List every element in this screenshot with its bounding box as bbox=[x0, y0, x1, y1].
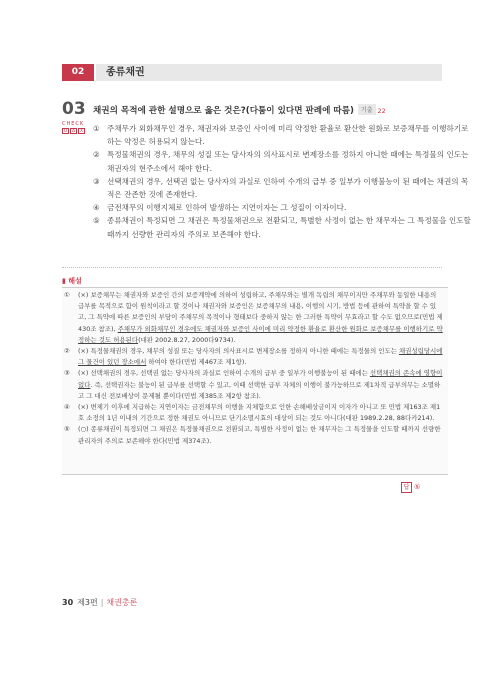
page-number: 30 bbox=[62, 598, 74, 607]
exam-tag: 기출 bbox=[358, 104, 376, 115]
explanation-label: ▮ 해설 bbox=[62, 277, 82, 285]
explanation-text: (×) 보증채무는 채권자와 보증인 간의 보증계약에 의하여 성립하고, 주채무와는 별개 독립의 채무이지만 주채무와 동일한 내용의 급부를 목적으로 함이 원칙이라고 할 것이나 채권자와 보증인은 보증채무의 내용, 이행의 시기, 방법 등에 관하여 특약을 할 수 있고, 그 특약에 따른 보증인의 부담이 주채무의 목적이나 형태보다 중하지 않는 한 그러한 특약이 무효라고 할 수도 없으므로(민법 제430조 참조), bbox=[78, 291, 443, 333]
option-text: 금전채무의 이행지체로 인하여 발생하는 지연이자는 그 성질이 이자이다. bbox=[107, 203, 347, 213]
explanation-body bbox=[64, 290, 444, 447]
explanation-text: (○) 종류채권이 특정되면 그 채권은 특정물채권으로 전환되고, 특별한 사정이 없는 한 채무자는 그 특정물을 인도할 때까지 선량한 관리자의 주의로 보존해야 한다(민법 제374조). bbox=[78, 425, 441, 445]
option-text: 종류채권이 특정되면 그 채권은 특정물채권으로 전환되고, 특별한 사정이 없는 한 채무자는 그 특정물을 인도할 때까지 선량한 관리자의 주의로 보존해야 한다. bbox=[107, 216, 471, 239]
explanation-marker: ④ bbox=[64, 403, 70, 412]
option-3 bbox=[93, 175, 473, 201]
explanation-item-3 bbox=[64, 368, 444, 402]
explanation-item-2 bbox=[64, 346, 444, 368]
explanation-marker: ⑤ bbox=[64, 425, 70, 434]
option-text: 특정물채권의 경우, 채무의 성질 또는 당사자의 의사표시로 변제장소를 정하지 아니한 때에는 특정물의 인도는 채권자의 현주소에서 해야 한다. bbox=[107, 150, 469, 173]
option-text: 주채무가 외화채무인 경우, 채권자와 보증인 사이에 미리 약정한 환율로 환산한 원화로 보증채무를 이행하기로 하는 약정은 허용되지 않는다. bbox=[107, 124, 469, 147]
option-1 bbox=[93, 122, 473, 148]
footer-part: 제3편 bbox=[77, 598, 98, 607]
check-boxes bbox=[62, 128, 85, 134]
option-marker: ② bbox=[93, 150, 100, 160]
explanation-marker: ③ bbox=[64, 369, 70, 378]
explanation-underlined-text: 선택채권의 존속에 영향이 없다 bbox=[78, 369, 443, 389]
check-box-triangle: Δ bbox=[71, 129, 76, 134]
explanation-text: (×) 선택채권의 경우, 선택권 없는 당사자의 과실로 인하여 수개의 급부 중 일부가 이행불능이 된 때에는 bbox=[78, 369, 370, 378]
explanation-item-4 bbox=[64, 402, 444, 424]
option-4 bbox=[93, 201, 473, 214]
explanation-text-tail: . 즉, 선택권자는 불능이 된 급부를 선택할 수 있고, 이때 선택한 급부 자체의 이행이 불가능하므로 제1차적 급부의무는 소멸하고 그 대신 전보배상이 문제될 뿐이다(민법 제385조 제2항 참조). bbox=[78, 380, 441, 400]
page-footer bbox=[62, 597, 137, 608]
explanation-label-text: 해설 bbox=[68, 277, 82, 285]
divider bbox=[62, 267, 442, 268]
section-title-bar bbox=[96, 64, 442, 81]
answer-label: 답 bbox=[401, 482, 412, 493]
question-number: 03 bbox=[62, 99, 86, 119]
question-prompt-text: 채권의 목적에 관한 설명으로 옳은 것은?(다툼이 있다면 판례에 따름) bbox=[93, 106, 354, 116]
section-number: 02 bbox=[62, 64, 94, 81]
section-header bbox=[62, 64, 442, 81]
explanation-marker: ① bbox=[64, 291, 70, 299]
explanation-text: (×) 변제기 이후에 지급하는 지연이자는 금전채무의 이행을 지체함으로 인한 손해배상금이지 이자가 아니고 또 민법 제163조 제1호 소정의 1년 이내의 기간으로 정한 채권도 아니므로 단기소멸시효의 대상이 되는 것도 아니다(대판 1989.2.28, 88다카214). bbox=[78, 403, 441, 423]
explanation-item-1 bbox=[64, 290, 444, 346]
explanation-text: (×) 특정물채권의 경우, 채무의 성질 또는 당사자의 의사표시로 변제장소를 정하지 아니한 때에는 특정물의 인도는 bbox=[78, 347, 399, 356]
explanation-item-5 bbox=[64, 424, 444, 446]
check-box-x: X bbox=[79, 129, 84, 134]
footer-divider: | bbox=[100, 598, 104, 607]
option-marker: ⑤ bbox=[93, 216, 100, 226]
option-5 bbox=[93, 214, 473, 240]
check-box-o: O bbox=[63, 129, 68, 134]
answer bbox=[401, 482, 420, 493]
section-title: 종류채권 bbox=[106, 67, 145, 78]
check-label: CHECK bbox=[62, 121, 85, 127]
option-text: 선택채권의 경우, 선택권 없는 당사자의 과실로 인하여 수개의 급부 중 일부가 이행불능이 된 때에는 채권의 목적은 잔존한 것에 존재한다. bbox=[107, 176, 469, 200]
option-marker: ③ bbox=[93, 176, 100, 186]
option-marker: ④ bbox=[93, 203, 100, 213]
explanation-text-tail: 하여야 한다(민법 제467조 제1항). bbox=[146, 358, 247, 367]
explanation-underlined-text: 채권성립당시에 그 물건이 있던 장소에서 bbox=[78, 347, 443, 367]
question-prompt bbox=[93, 104, 386, 116]
exam-tag-number: 22 bbox=[377, 107, 386, 115]
footer-chapter: 채권총론 bbox=[106, 598, 138, 607]
answer-value: ⑤ bbox=[414, 483, 421, 491]
option-2 bbox=[93, 148, 473, 174]
option-marker: ① bbox=[93, 124, 100, 133]
answer-options bbox=[93, 122, 473, 241]
explanation-text-tail: (대판 2002.8.27, 2000다9734). bbox=[138, 335, 236, 344]
explanation-marker: ② bbox=[64, 347, 70, 356]
explanation-underlined-text: 주채무가 외화채무인 경우에도 채권자와 보증인 사이에 미리 약정한 환율로 환산한 원화로 보증채무를 이행하기로 약정하는 것도 허용된다 bbox=[78, 324, 443, 344]
